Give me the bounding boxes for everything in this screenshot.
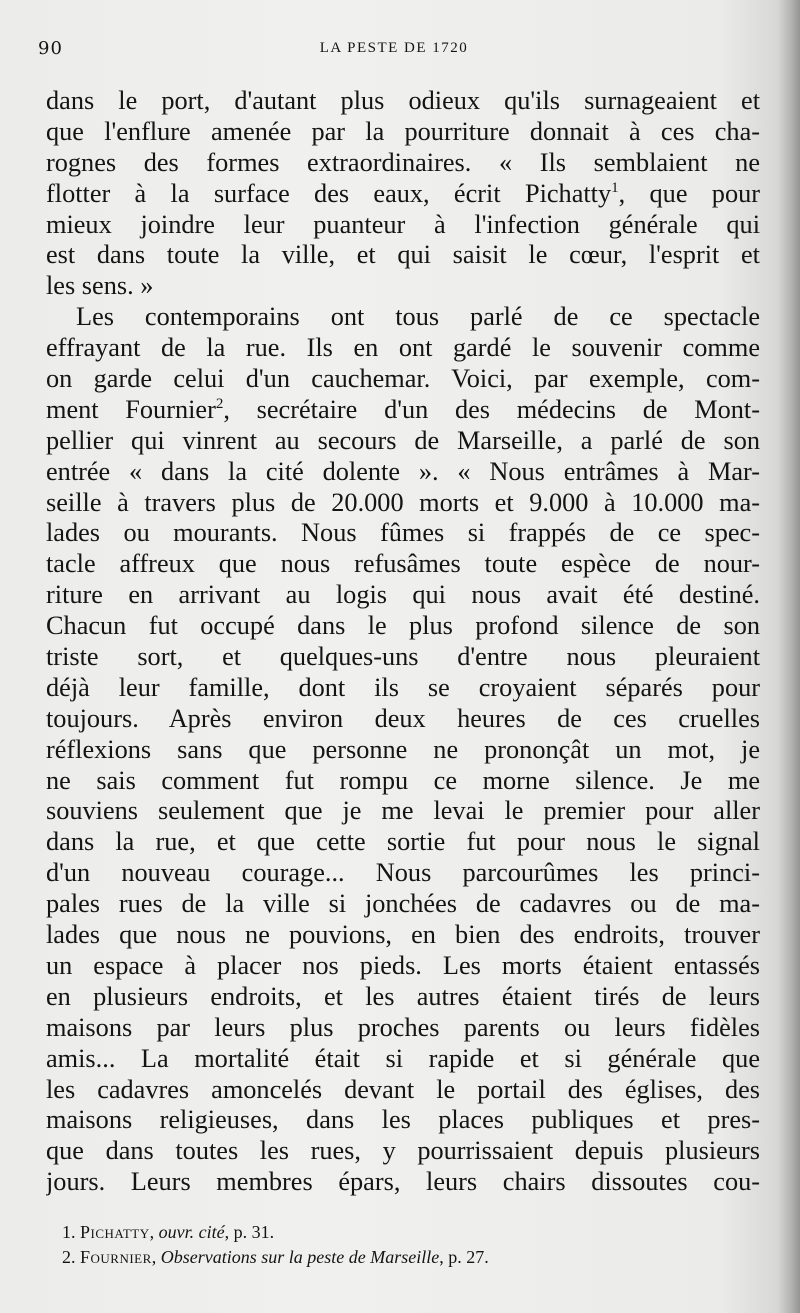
text-line: rognes des formes extraordinaires. « Ils semblaient ne: [46, 147, 760, 177]
text-line-head: ment Fournier: [46, 394, 216, 424]
text-line: déjà leur famille, dont ils se croyaient séparés pour: [46, 672, 760, 702]
footnote-1: 1. Pichatty, ouvr. cité, p. 31.: [62, 1222, 275, 1242]
text-line: mieux joindre leur puanteur à l'infection générale qui: [46, 209, 760, 239]
text-line: pellier qui vinrent au secours de Marseille, a parlé de son: [46, 425, 760, 455]
text-line-tail: , que pour: [618, 178, 760, 208]
text-line-head: flotter à la surface des eaux, écrit Pichatty: [46, 178, 612, 208]
page-header: [38, 38, 750, 68]
text-line: réflexions sans que personne ne prononçât un mot, je: [46, 734, 760, 764]
footnote-number: 1.: [62, 1222, 76, 1242]
text-line: seille à travers plus de 20.000 morts et 9.000 à 10.000 ma-: [46, 487, 760, 517]
text-line: Chacun fut occupé dans le plus profond silence de son: [46, 611, 760, 641]
text-line: ne sais comment fut rompu ce morne silence. Je me: [46, 765, 760, 795]
footnote-number: 2.: [62, 1247, 76, 1267]
text-line: souviens seulement que je me levai le premier pour aller: [46, 796, 760, 826]
text-line: dans le port, d'autant plus odieux qu'ils surnageaient et: [46, 86, 760, 115]
footnote-ref-2: 2: [215, 396, 224, 413]
text-line: les cadavres amoncelés devant le portail des églises, des: [46, 1074, 760, 1104]
page-number: 90: [38, 38, 63, 59]
text-line: on garde celui d'un cauchemar. Voici, par exemple, com-: [46, 364, 760, 394]
text-line: les sens. »: [46, 271, 154, 301]
text-line: effrayant de la rue. Ils en ont gardé le souvenir comme: [46, 333, 760, 363]
footnote-2: 2. Fournier, Observations sur la peste de Marseille, p. 27.: [62, 1247, 489, 1267]
text-line: jours. Leurs membres épars, leurs chairs dissoutes cou-: [46, 1167, 760, 1197]
text-line: d'un nouveau courage... Nous parcourûmes les princi-: [46, 858, 760, 888]
text-line: que l'enflure amenée par la pourriture donnait à ces cha-: [46, 116, 760, 146]
footnote-work: ouvr. cité: [158, 1222, 225, 1242]
footnote-author: Pichatty: [80, 1222, 150, 1242]
text-line: tacle affreux que nous refusâmes toute espèce de nour-: [46, 549, 760, 579]
text-line: triste sort, et quelques-uns d'entre nous pleuraient: [46, 642, 760, 672]
text-line: pales rues de la ville si jonchées de cadavres ou de ma-: [46, 889, 760, 919]
text-line-tail: , secrétaire d'un des médecins de Mont-: [223, 394, 760, 424]
text-line: maisons religieuses, dans les places publiques et pres-: [46, 1105, 760, 1135]
text-line: amis... La mortalité était si rapide et si générale que: [46, 1043, 760, 1073]
footnote-ref-1: 1: [611, 179, 619, 196]
running-title: LA PESTE DE 1720: [319, 40, 469, 56]
text-line: un espace à placer nos pieds. Les morts étaient entassés: [46, 950, 760, 980]
paragraph-start: Les contemporains ont tous parlé de ce spectacle: [76, 302, 760, 332]
text-line: maisons par leurs plus proches parents ou leurs fidèles: [46, 1012, 760, 1042]
text-line: riture en arrivant au logis qui nous avait été destiné.: [46, 580, 760, 610]
text-line: dans la rue, et que cette sortie fut pour nous le signal: [46, 827, 760, 857]
footnote-author: Fournier: [80, 1247, 152, 1267]
text-line: est dans toute la ville, et qui saisit le cœur, l'esprit et: [46, 240, 760, 270]
text-line: toujours. Après environ deux heures de ces cruelles: [46, 703, 760, 733]
body-text: [46, 86, 760, 1198]
footnote-page: , p. 27.: [439, 1247, 489, 1267]
page-edge-shadow: [778, 0, 800, 1313]
footnote-page: , p. 31.: [224, 1222, 275, 1242]
footnotes: [62, 1220, 752, 1270]
text-line: en plusieurs endroits, et les autres étaient tirés de leurs: [46, 981, 760, 1011]
text-line: lades que nous ne pouvions, en bien des endroits, trouver: [46, 920, 760, 950]
text-line: lades ou mourants. Nous fûmes si frappés de ce spec-: [46, 518, 760, 548]
text-line-with-note-1: [46, 179, 760, 210]
text-line: que dans toutes les rues, y pourrissaient depuis plusieurs: [46, 1136, 760, 1166]
text-line-with-note-2: [46, 395, 760, 426]
text-line: entrée « dans la cité dolente ». « Nous entrâmes à Mar-: [46, 456, 760, 486]
footnote-work: Observations sur la peste de Marseille: [160, 1247, 440, 1267]
